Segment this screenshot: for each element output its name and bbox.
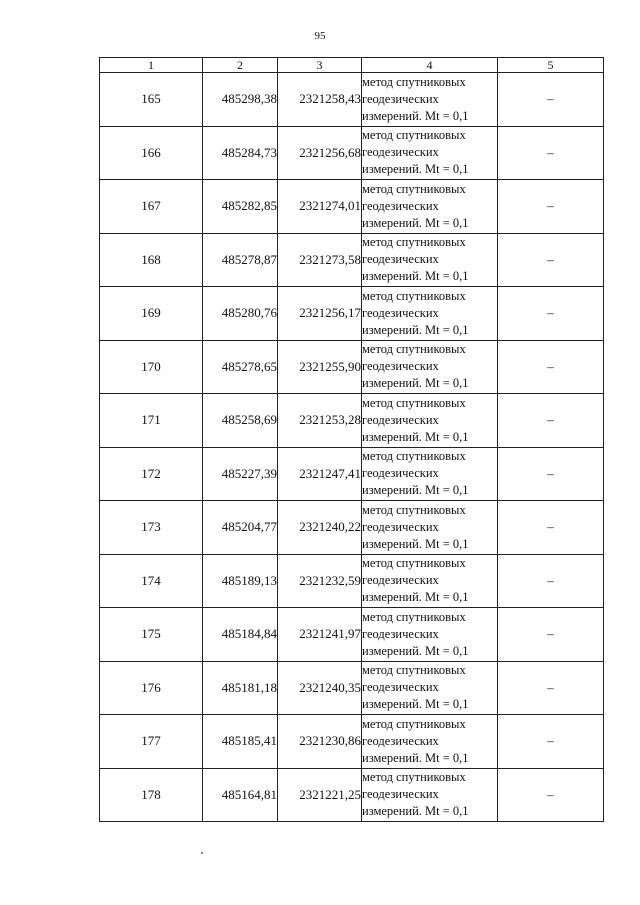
- y-coordinate-cell: 2321256,17: [278, 287, 362, 341]
- note-cell: –: [498, 180, 604, 234]
- method-cell: [362, 233, 498, 287]
- x-coordinate-cell: 485298,38: [203, 73, 278, 127]
- method-line: измерений. Mt = 0,1: [362, 376, 469, 391]
- method-line: метод спутниковых: [362, 74, 466, 89]
- method-cell: [362, 340, 498, 394]
- method-line: геодезических: [362, 252, 439, 267]
- point-number-cell: 174: [100, 554, 203, 608]
- y-coordinate-cell: 2321256,68: [278, 126, 362, 180]
- table-row: [100, 233, 604, 287]
- method-cell: [362, 287, 498, 341]
- note-cell: –: [498, 715, 604, 769]
- method-cell: [362, 661, 498, 715]
- point-number-cell: 178: [100, 768, 203, 822]
- y-coordinate-cell: 2321258,43: [278, 73, 362, 127]
- note-cell: –: [498, 73, 604, 127]
- x-coordinate-cell: 485164,81: [203, 768, 278, 822]
- method-cell: [362, 394, 498, 448]
- table-row: [100, 287, 604, 341]
- table-row: [100, 501, 604, 555]
- y-coordinate-cell: 2321241,97: [278, 608, 362, 662]
- x-coordinate-cell: 485204,77: [203, 501, 278, 555]
- table-row: [100, 126, 604, 180]
- table-row: [100, 340, 604, 394]
- column-header-1: 1: [100, 58, 203, 73]
- table-row: [100, 447, 604, 501]
- method-line: измерений. Mt = 0,1: [362, 483, 469, 498]
- y-coordinate-cell: 2321247,41: [278, 447, 362, 501]
- method-line: измерений. Mt = 0,1: [362, 322, 469, 337]
- method-line: метод спутниковых: [362, 128, 466, 143]
- y-coordinate-cell: 2321221,25: [278, 768, 362, 822]
- x-coordinate-cell: 485280,76: [203, 287, 278, 341]
- method-line: измерений. Mt = 0,1: [362, 162, 469, 177]
- y-coordinate-cell: 2321273,58: [278, 233, 362, 287]
- point-number-cell: 177: [100, 715, 203, 769]
- point-number-cell: 172: [100, 447, 203, 501]
- note-cell: –: [498, 126, 604, 180]
- method-line: метод спутниковых: [362, 663, 466, 678]
- note-cell: –: [498, 608, 604, 662]
- x-coordinate-cell: 485189,13: [203, 554, 278, 608]
- point-number-cell: 166: [100, 126, 203, 180]
- method-line: геодезических: [362, 733, 439, 748]
- method-line: метод спутниковых: [362, 449, 466, 464]
- column-header-2: 2: [203, 58, 278, 73]
- page-number: 95: [314, 30, 326, 42]
- scan-dot-mark: [201, 852, 203, 854]
- note-cell: –: [498, 501, 604, 555]
- method-cell: [362, 554, 498, 608]
- method-line: геодезических: [362, 412, 439, 427]
- note-cell: –: [498, 554, 604, 608]
- method-line: метод спутниковых: [362, 181, 466, 196]
- column-header-3: 3: [278, 58, 362, 73]
- header-row: [100, 58, 604, 73]
- table-row: [100, 715, 604, 769]
- method-line: метод спутниковых: [362, 502, 466, 517]
- method-line: метод спутниковых: [362, 609, 466, 624]
- y-coordinate-cell: 2321232,59: [278, 554, 362, 608]
- method-line: метод спутниковых: [362, 288, 466, 303]
- method-line: метод спутниковых: [362, 395, 466, 410]
- method-cell: [362, 180, 498, 234]
- method-line: геодезических: [362, 573, 439, 588]
- x-coordinate-cell: 485278,87: [203, 233, 278, 287]
- x-coordinate-cell: 485258,69: [203, 394, 278, 448]
- table-row: [100, 394, 604, 448]
- method-cell: [362, 768, 498, 822]
- method-line: геодезических: [362, 145, 439, 160]
- method-cell: [362, 73, 498, 127]
- method-line: измерений. Mt = 0,1: [362, 804, 469, 819]
- table-row: [100, 768, 604, 822]
- method-cell: [362, 447, 498, 501]
- note-cell: –: [498, 287, 604, 341]
- point-number-cell: 165: [100, 73, 203, 127]
- y-coordinate-cell: 2321230,86: [278, 715, 362, 769]
- method-line: геодезических: [362, 787, 439, 802]
- method-line: геодезических: [362, 519, 439, 534]
- table-row: [100, 554, 604, 608]
- method-line: метод спутниковых: [362, 235, 466, 250]
- method-line: измерений. Mt = 0,1: [362, 269, 469, 284]
- coordinates-table: [99, 57, 604, 822]
- method-line: измерений. Mt = 0,1: [362, 429, 469, 444]
- method-line: геодезических: [362, 91, 439, 106]
- method-line: метод спутниковых: [362, 556, 466, 571]
- method-line: геодезических: [362, 198, 439, 213]
- table-row: [100, 180, 604, 234]
- x-coordinate-cell: 485278,65: [203, 340, 278, 394]
- y-coordinate-cell: 2321240,22: [278, 501, 362, 555]
- note-cell: –: [498, 340, 604, 394]
- point-number-cell: 169: [100, 287, 203, 341]
- method-line: измерений. Mt = 0,1: [362, 590, 469, 605]
- method-line: измерений. Mt = 0,1: [362, 643, 469, 658]
- point-number-cell: 167: [100, 180, 203, 234]
- column-header-5: 5: [498, 58, 604, 73]
- note-cell: –: [498, 661, 604, 715]
- x-coordinate-cell: 485284,73: [203, 126, 278, 180]
- method-line: геодезических: [362, 466, 439, 481]
- method-line: измерений. Mt = 0,1: [362, 215, 469, 230]
- point-number-cell: 170: [100, 340, 203, 394]
- point-number-cell: 175: [100, 608, 203, 662]
- note-cell: –: [498, 394, 604, 448]
- method-cell: [362, 501, 498, 555]
- x-coordinate-cell: 485227,39: [203, 447, 278, 501]
- method-line: измерений. Mt = 0,1: [362, 750, 469, 765]
- method-line: метод спутниковых: [362, 770, 466, 785]
- method-line: геодезических: [362, 626, 439, 641]
- method-line: метод спутниковых: [362, 342, 466, 357]
- point-number-cell: 171: [100, 394, 203, 448]
- point-number-cell: 168: [100, 233, 203, 287]
- method-cell: [362, 126, 498, 180]
- table-row: [100, 608, 604, 662]
- x-coordinate-cell: 485181,18: [203, 661, 278, 715]
- table-header: [100, 58, 604, 73]
- x-coordinate-cell: 485185,41: [203, 715, 278, 769]
- table-row: [100, 661, 604, 715]
- y-coordinate-cell: 2321274,01: [278, 180, 362, 234]
- y-coordinate-cell: 2321240,35: [278, 661, 362, 715]
- method-line: геодезических: [362, 305, 439, 320]
- method-line: метод спутниковых: [362, 716, 466, 731]
- note-cell: –: [498, 768, 604, 822]
- y-coordinate-cell: 2321253,28: [278, 394, 362, 448]
- table-body: [100, 73, 604, 822]
- table-row: [100, 73, 604, 127]
- method-cell: [362, 608, 498, 662]
- method-line: геодезических: [362, 359, 439, 374]
- method-line: измерений. Mt = 0,1: [362, 536, 469, 551]
- y-coordinate-cell: 2321255,90: [278, 340, 362, 394]
- x-coordinate-cell: 485184,84: [203, 608, 278, 662]
- method-cell: [362, 715, 498, 769]
- point-number-cell: 176: [100, 661, 203, 715]
- note-cell: –: [498, 447, 604, 501]
- x-coordinate-cell: 485282,85: [203, 180, 278, 234]
- note-cell: –: [498, 233, 604, 287]
- column-header-4: 4: [362, 58, 498, 73]
- method-line: измерений. Mt = 0,1: [362, 108, 469, 123]
- point-number-cell: 173: [100, 501, 203, 555]
- method-line: геодезических: [362, 680, 439, 695]
- method-line: измерений. Mt = 0,1: [362, 697, 469, 712]
